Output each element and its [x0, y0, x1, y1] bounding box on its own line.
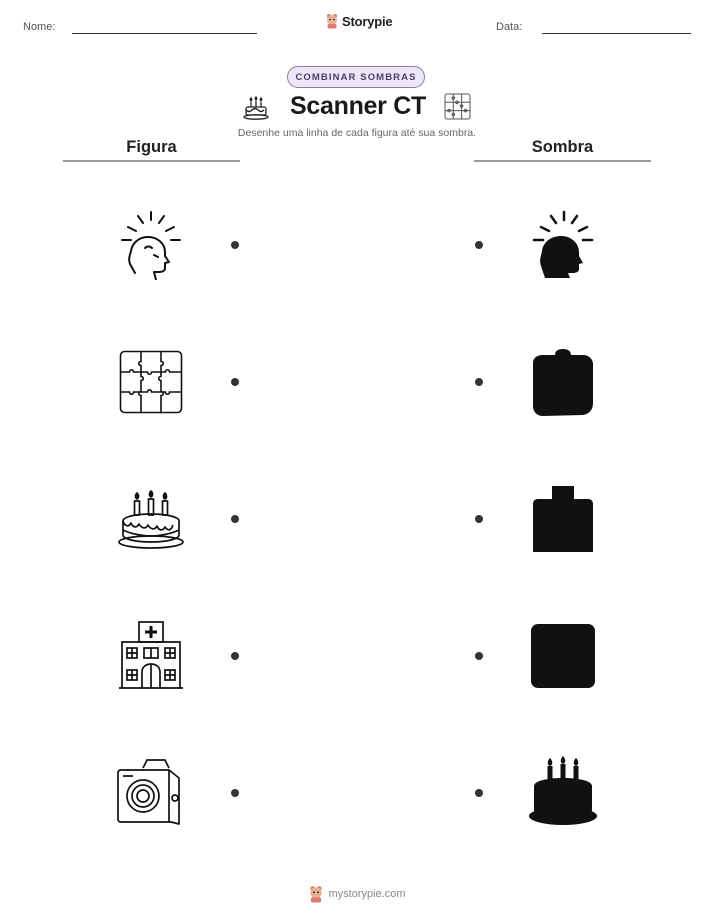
page-title: Scanner CT [290, 92, 426, 120]
suitcase-shadow [531, 347, 595, 417]
shadow-dot-3[interactable] [475, 515, 483, 523]
shadow-column-heading: Sombra [531, 138, 594, 156]
activity-badge: COMBINAR SOMBRAS [287, 66, 425, 88]
figure-dot-4[interactable] [231, 652, 239, 660]
footer-site-link[interactable]: mystorypie.com [328, 888, 406, 900]
shadow-dot-4[interactable] [475, 652, 483, 660]
birthday-cake-shadow [528, 756, 598, 826]
date-label: Data: [496, 21, 523, 33]
person-thinking-shadow [531, 210, 595, 280]
shadow-dot-2[interactable] [475, 378, 483, 386]
storypie-mascot-icon [325, 13, 339, 29]
building-shadow [530, 485, 596, 553]
figure-dot-1[interactable] [231, 241, 239, 249]
birthday-cake-icon [117, 485, 185, 553]
puzzle-icon [119, 350, 183, 414]
figure-column-heading: Figura [126, 138, 177, 156]
camera-icon [117, 756, 185, 828]
figure-dot-2[interactable] [231, 378, 239, 386]
footer [0, 885, 714, 903]
instructions: Desenhe uma linha de cada figura até sua sombra. [237, 127, 477, 139]
birthday-cake-icon [242, 93, 270, 121]
puzzle-icon [444, 93, 471, 120]
person-thinking-icon [118, 210, 184, 280]
brand-name: Storypie [342, 13, 393, 29]
shadow-column-rule [474, 160, 651, 162]
figure-column-rule [63, 160, 240, 162]
figure-dot-5[interactable] [231, 789, 239, 797]
date-field-line[interactable] [542, 33, 691, 34]
square-shadow [531, 624, 595, 688]
shadow-dot-5[interactable] [475, 789, 483, 797]
name-field-line[interactable] [72, 33, 257, 34]
figure-dot-3[interactable] [231, 515, 239, 523]
shadow-dot-1[interactable] [475, 241, 483, 249]
hospital-icon [118, 620, 184, 690]
storypie-mascot-icon [308, 885, 324, 903]
name-label: Nome: [23, 21, 56, 33]
brand-logo [325, 13, 392, 29]
